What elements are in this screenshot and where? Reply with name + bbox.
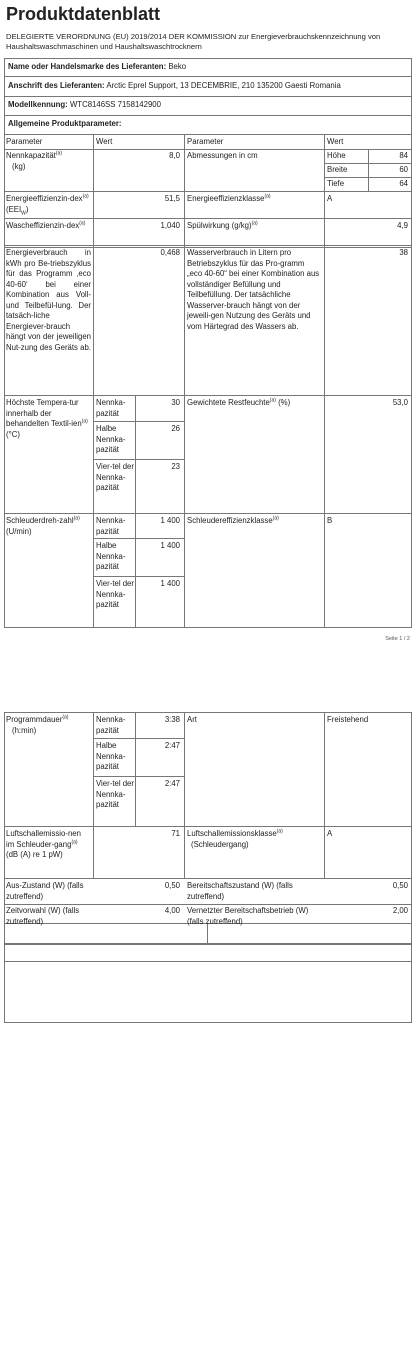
max-temp-half-label: Halbe Nennka-pazität (96, 424, 126, 454)
supplier-name-row: Name oder Handelsmarke des Lieferanten: Beko (8, 62, 187, 71)
width-label: Breite (327, 165, 348, 174)
header-value-2: Wert (327, 137, 344, 146)
energy-consumption-value: 0,468 (160, 248, 180, 257)
duration-label: Programmdauer$^{(a)}$ (h:min) (6, 714, 69, 735)
max-temp-rated-value: 30 (171, 398, 180, 407)
max-temp-quarter-label: Vier-tel der Nennka-pazität (96, 462, 134, 492)
depth-value: 64 (399, 179, 408, 188)
energy-class-value: A (327, 194, 333, 203)
page-number-1: Seite 1 / 2 (385, 636, 410, 642)
page-title: Produktdatenblatt (6, 4, 161, 24)
supplier-name: Beko (168, 62, 187, 71)
width-value: 60 (399, 165, 408, 174)
supplier-address: Arctic Eprel Support, 13 DECEMBRIE, 210 135200 Gaesti Romania (106, 81, 341, 90)
duration-rated-label: Nennka-pazität (96, 715, 126, 735)
moisture-label: Gewichtete Restfeuchte$^{(a)}$ (%) (187, 397, 291, 407)
type-value: Freistehend (327, 715, 369, 724)
regulation-text: DELEGIERTE VERORDNUNG (EU) 2019/2014 DER KOMMISSION zur Energieverbrauchskennzeichnung von Haushaltswaschmaschinen und Haushaltswaschtrocknern (6, 32, 381, 51)
off-mode-label: Aus-Zustand (W) (falls zutreffend) (6, 881, 84, 901)
depth-label: Tiefe (327, 179, 345, 188)
spin-speed-label: Schleuderdreh-zahl$^{(a)}$ (U/min) (6, 515, 80, 536)
spin-quarter-value: 1 400 (160, 579, 180, 588)
networked-standby-value: 2,00 (392, 906, 408, 915)
duration-quarter-label: Vier-tel der Nennka-pazität (96, 779, 134, 809)
noise-class-label: Luftschallemissionsklasse$^{(a)}$ (Schleudergang) (187, 828, 283, 849)
height-label: Höhe (327, 151, 346, 160)
max-temp-label: Höchste Tempera-tur innerhalb der behandelten Textil-ien$^{(a)}$ (°C) (6, 398, 88, 439)
height-value: 84 (399, 151, 408, 160)
spin-rated-value: 1 400 (160, 516, 180, 525)
spin-class-label: Schleudereffizienzklasse$^{(a)}$ (187, 515, 279, 525)
noise-value: 71 (171, 829, 180, 838)
rinse-label: Spülwirkung $(g/kg)^{(a)}$ (187, 220, 258, 230)
model-row: Modellkennung: WTC8146SS 7158142900 (8, 100, 161, 109)
page2-footer-table (4, 944, 412, 1023)
header-param-1: Parameter (6, 137, 43, 146)
water-consumption-label: Wasserverbrauch in Litern pro Betriebszyklus für das Pro-gramm „eco 40-60“ bei einer Kombination aus vollständiger Befüllung und Teilbefüllung. Der tatsächliche Wasserver-brauch hängt von der jeweili-gen Nutzung des Geräts und vom Härtegrad des Wassers ab. (187, 248, 320, 331)
noise-class-value: A (327, 829, 333, 838)
supplier-address-row: Anschrift des Lieferanten: Arctic Eprel Support, 13 DECEMBRIE, 210 135200 Gaesti Romania (8, 81, 341, 90)
standby-value: 0,50 (392, 881, 408, 890)
spin-half-label: Halbe Nennka-pazität (96, 541, 126, 571)
noise-label: Luftschallemissio-nen im Schleuder-gang$^{(a)}$ (dB (A) re 1 pW) (6, 829, 81, 859)
rinse-value: 4,9 (397, 221, 408, 230)
general-params-heading: Allgemeine Produktparameter: (8, 119, 122, 128)
moisture-value: 53,0 (392, 398, 408, 407)
max-temp-half-value: 26 (171, 424, 180, 433)
duration-half-value: 2:47 (164, 741, 180, 750)
header-value-1: Wert (96, 137, 113, 146)
dimensions-label: Abmessungen in cm (187, 151, 258, 160)
water-consumption-value: 38 (399, 248, 408, 257)
wash-index-value: 1,040 (160, 221, 180, 230)
eei-label: Energieeffizienzin-dex$^{(a)}$ $(EEI_W)$ (6, 193, 89, 217)
header-param-2: Parameter (187, 137, 224, 146)
rated-capacity-value: 8,0 (169, 151, 180, 160)
energy-class-label: Energieeffizienzklasse$^{(a)}$ (187, 193, 271, 203)
delay-start-label: Zeitvorwahl (W) (falls zutreffend) (6, 906, 80, 926)
spin-quarter-label: Vier-tel der Nennka-pazität (96, 579, 134, 609)
standby-label: Bereitschaftszustand (W) (falls zutreffend) (187, 881, 293, 901)
max-temp-quarter-value: 23 (171, 462, 180, 471)
duration-rated-value: 3:38 (164, 715, 180, 724)
delay-start-value: 4,00 (164, 906, 180, 915)
spin-class-value: B (327, 516, 333, 525)
eei-value: 51,5 (164, 194, 180, 203)
duration-quarter-value: 2:47 (164, 779, 180, 788)
energy-consumption-label: Energieverbrauch in kWh pro Be-triebszyklus für das Programm ‚eco 40-60‘ bei einer Kombination aus Voll- und Teilbefül-lung. Der tatsäch-liche Energiever-brauch hängt von der jeweiligen Nut-zung des Geräts ab. (6, 248, 91, 352)
networked-standby-label: Vernetzter Bereitschaftsbetrieb (W) (falls zutreffend) (187, 906, 309, 926)
spin-rated-label: Nennka-pazität (96, 516, 126, 536)
off-mode-value: 0,50 (164, 881, 180, 890)
max-temp-rated-label: Nennka-pazität (96, 398, 126, 418)
duration-half-label: Halbe Nennka-pazität (96, 741, 126, 771)
type-label: Art (187, 715, 197, 724)
wash-index-label: Wascheffizienzin-dex$^{(a)}$ (6, 220, 86, 230)
rated-capacity-label: Nennkapazität$^{(a)}$ (kg) (6, 150, 62, 171)
spin-half-value: 1 400 (160, 541, 180, 550)
model-id: WTC8146SS 7158142900 (69, 100, 161, 109)
